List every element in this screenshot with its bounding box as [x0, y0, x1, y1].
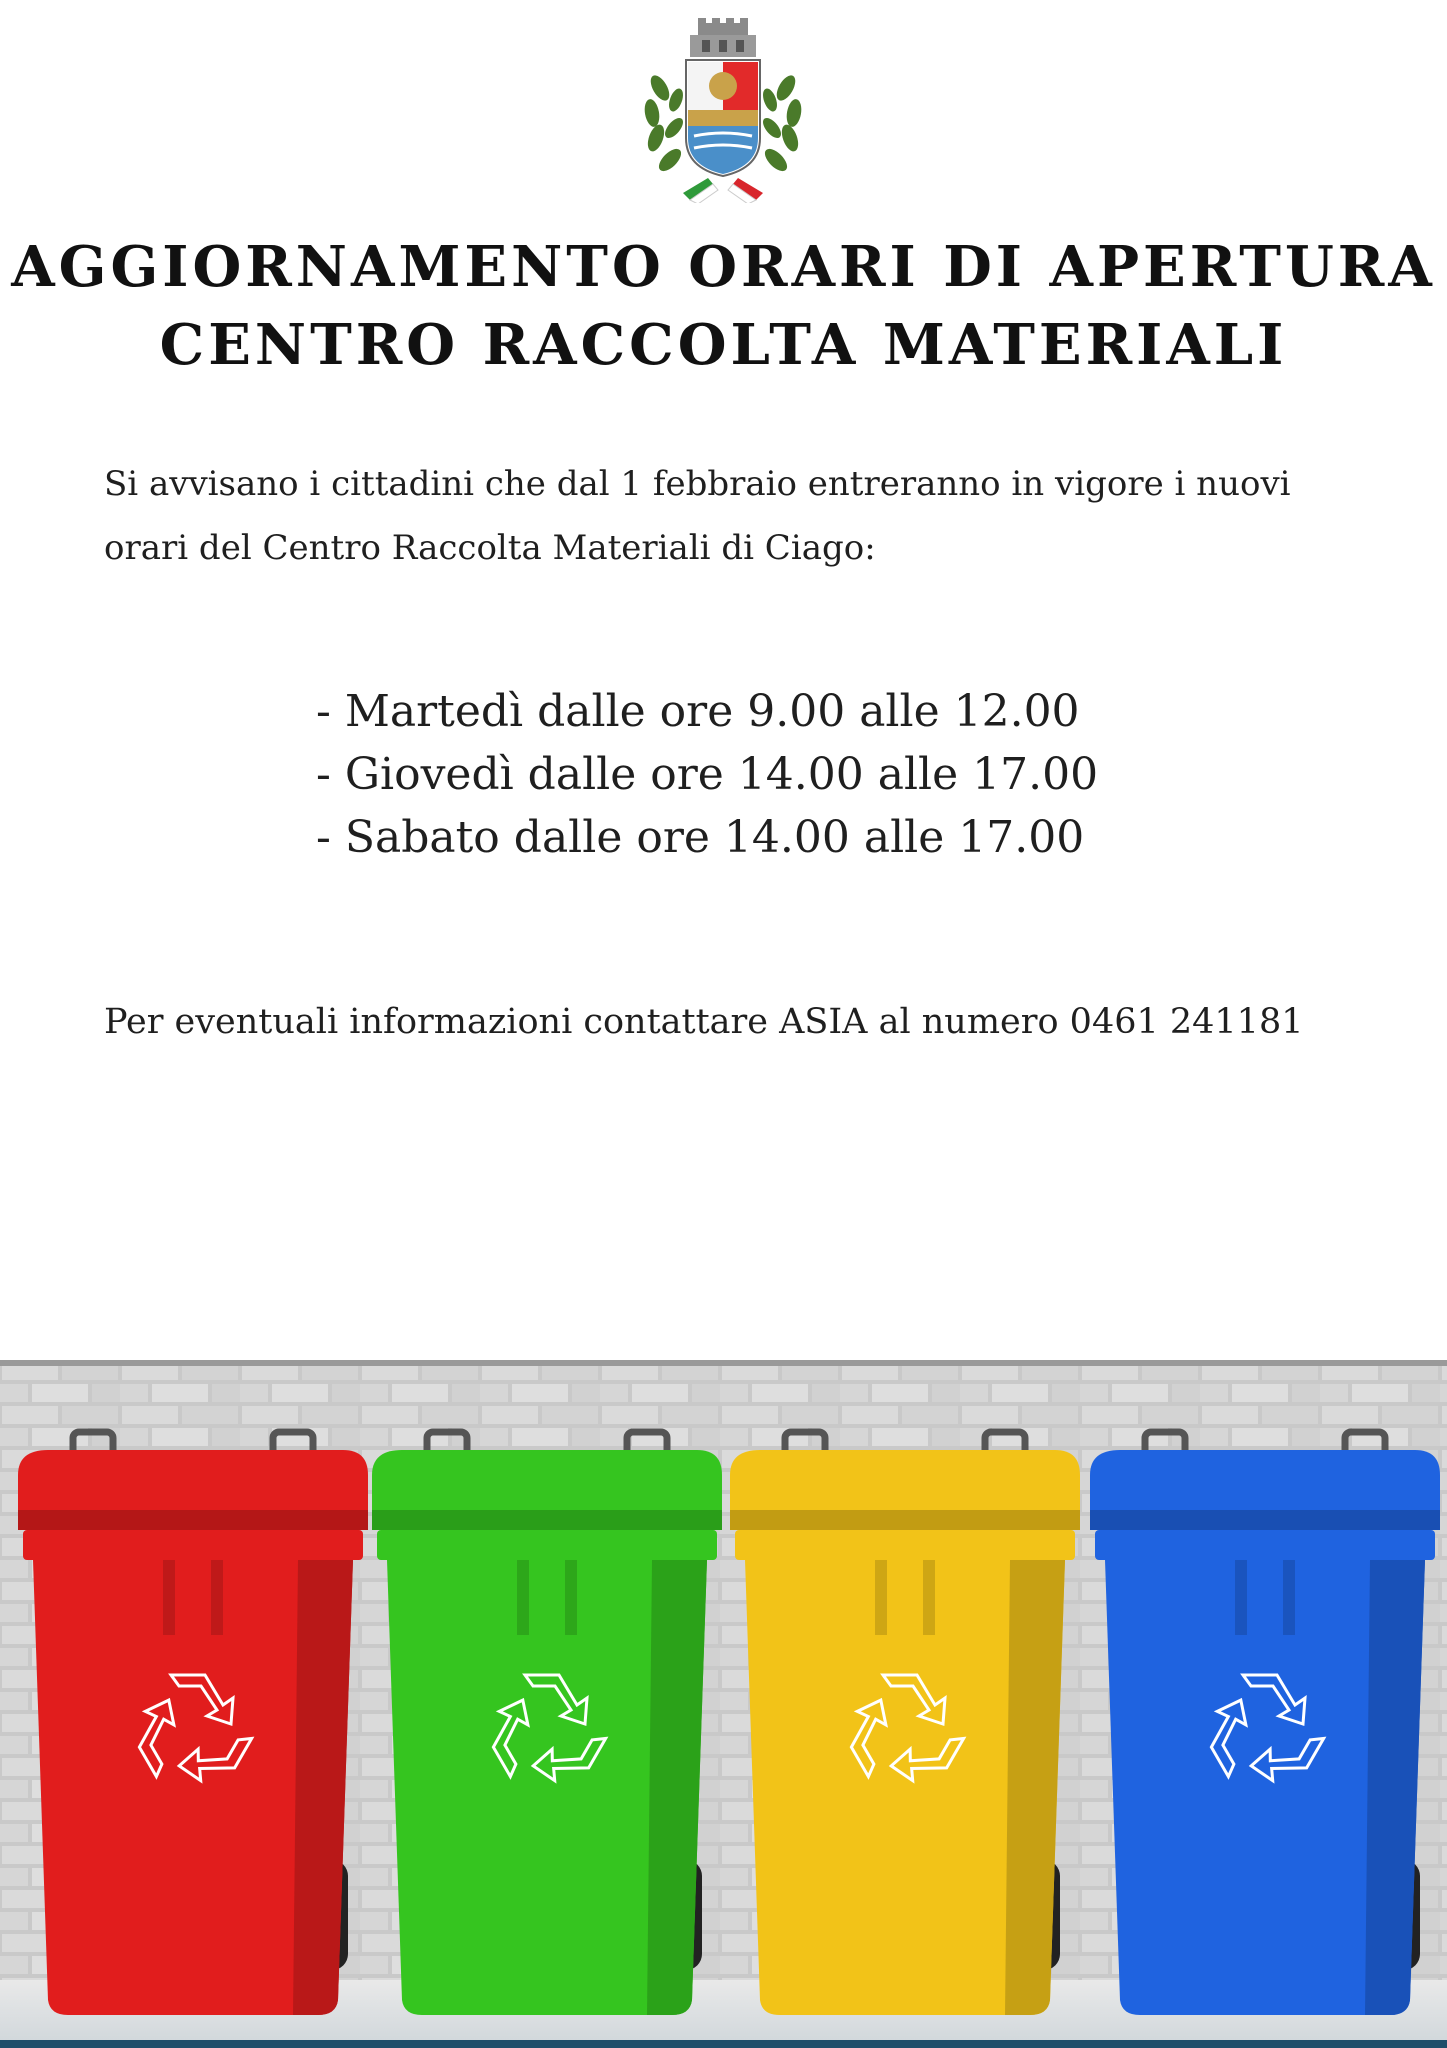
recycling-bins-image	[0, 1360, 1447, 2048]
bin-green	[372, 1432, 722, 2015]
contact-info: Per eventuali informazioni contattare ASIA al numero 0461 241181	[104, 1002, 1304, 1042]
intro-paragraph: Si avvisano i cittadini che dal 1 febbraio entreranno in vigore i nuovi orari del Centro Raccolta Materiali di Ciago:	[104, 464, 1291, 568]
municipal-crest-icon	[628, 18, 818, 203]
bin-red	[18, 1432, 368, 2015]
schedule-list	[316, 680, 1216, 869]
schedule-item-thursday: - Giovedì dalle ore 14.00 alle 17.00	[316, 749, 1099, 800]
bin-yellow	[730, 1432, 1080, 2015]
schedule-item-tuesday: - Martedì dalle ore 9.00 alle 12.00	[316, 686, 1080, 737]
title-line-2: CENTRO RACCOLTA MATERIALI	[159, 312, 1288, 378]
bin-blue	[1090, 1432, 1440, 2015]
page-title	[0, 228, 1447, 384]
title-line-1: AGGIORNAMENTO ORARI DI APERTURA	[11, 234, 1436, 300]
schedule-item-saturday: - Sabato dalle ore 14.00 alle 17.00	[316, 812, 1085, 863]
